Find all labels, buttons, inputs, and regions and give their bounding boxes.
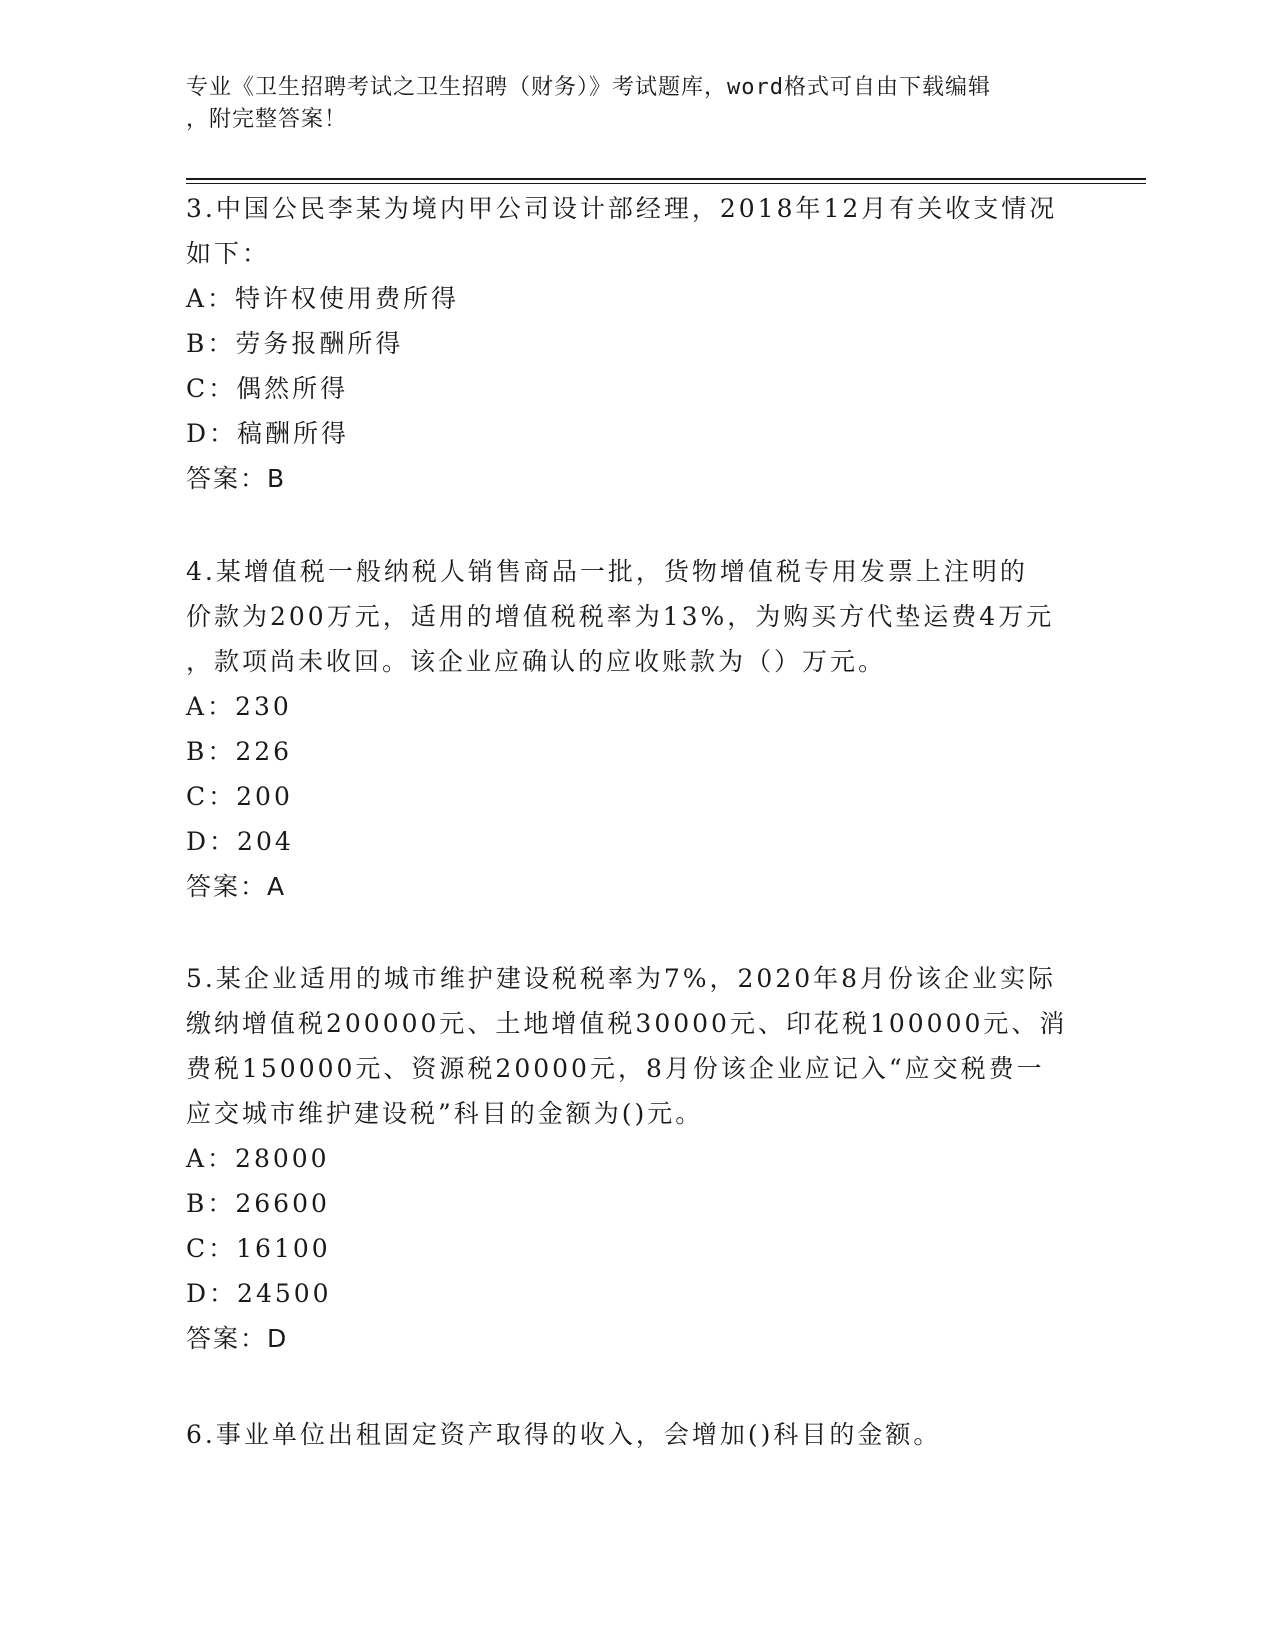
question-stem: 3.中国公民李某为境内甲公司设计部经理，2018年12月有关收支情况 如下： [186, 194, 1058, 268]
header-divider [186, 178, 1146, 184]
question-5 [186, 956, 1076, 1361]
question-stem: 5.某企业适用的城市维护建设税税率为7%，2020年8月份该企业实际 缴纳增值税200000元、土地增值税30000元、印花税100000元、消 费税150000元、资源税20000元，8月份该企业应记入“应交税费一 应交城市维护建设税”科目的金额为()元。 [186, 964, 1068, 1128]
option-c: C：16100 [186, 1234, 331, 1263]
answer-label: 答案：A [186, 872, 287, 901]
question-4 [186, 549, 1076, 909]
option-a: A：特许权使用费所得 [186, 284, 460, 313]
option-b: B：26600 [186, 1189, 330, 1218]
option-d: D：稿酬所得 [186, 419, 350, 448]
question-stem: 4.某增值税一般纳税人销售商品一批，货物增值税专用发票上注明的 价款为200万元，适用的增值税税率为13%，为购买方代垫运费4万元 ，款项尚未收回。该企业应确认的应收账款为（）万元。 [186, 557, 1055, 676]
option-c: C：200 [186, 782, 293, 811]
answer-label: 答案：B [186, 464, 287, 493]
option-b: B：226 [186, 737, 293, 766]
question-6 [186, 1412, 1076, 1457]
option-a: A：28000 [186, 1144, 330, 1173]
page-header: 专业《卫生招聘考试之卫生招聘（财务）》考试题库，word格式可自由下载编辑 ，附完整答案！ [186, 75, 991, 132]
option-c: C：偶然所得 [186, 374, 349, 403]
option-a: A：230 [186, 692, 292, 721]
option-d: D：204 [186, 827, 294, 856]
document-page [186, 0, 1146, 1650]
option-d: D：24500 [186, 1279, 332, 1308]
answer-label: 答案：D [186, 1324, 289, 1353]
question-3 [186, 186, 1076, 501]
question-stem: 6.事业单位出租固定资产取得的收入，会增加()科目的金额。 [186, 1420, 942, 1449]
option-b: B：劳务报酬所得 [186, 329, 404, 358]
